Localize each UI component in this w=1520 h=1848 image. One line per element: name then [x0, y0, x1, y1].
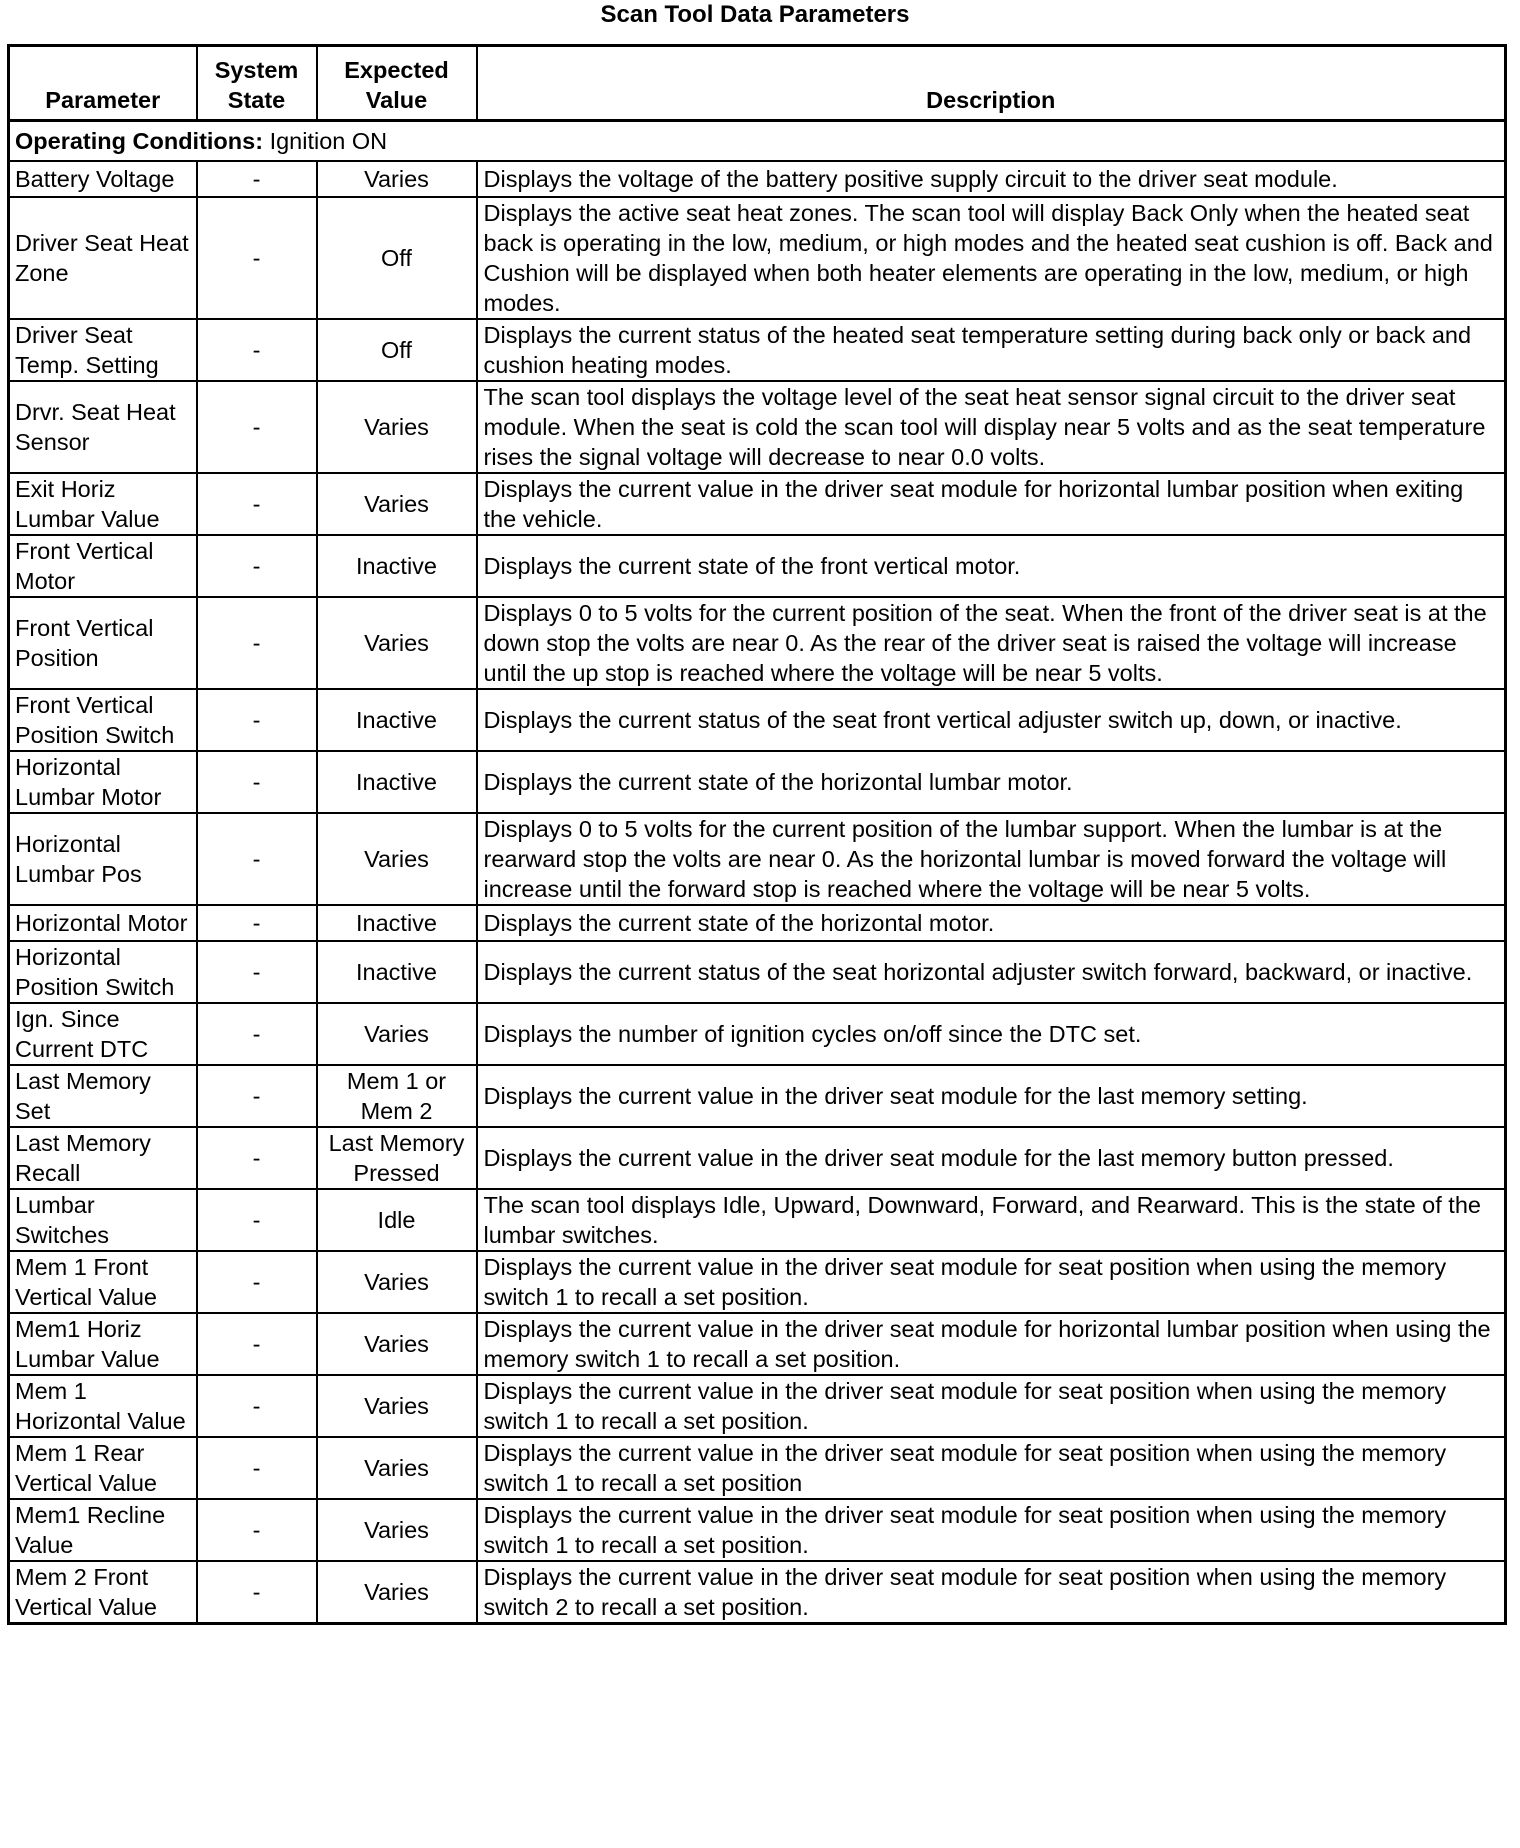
expected-value-cell: Varies: [317, 473, 477, 535]
expected-value-cell: Varies: [317, 813, 477, 905]
parameter-cell: Front Vertical Position: [9, 597, 197, 689]
parameter-cell: Mem1 Recline Value: [9, 1499, 197, 1561]
table-row: [9, 813, 1506, 905]
parameter-cell: Mem 1 Rear Vertical Value: [9, 1437, 197, 1499]
description-cell: Displays the active seat heat zones. The scan tool will display Back Only when the heated seat back is operating in the low, medium, or high modes and the heated seat cushion is off. Back and Cushion will be displayed when both heater elements are operating in the low, medium, or high modes.: [477, 197, 1506, 319]
header-parameter: Parameter: [9, 46, 197, 121]
description-cell: Displays the current value in the driver seat module for the last memory setting.: [477, 1065, 1506, 1127]
parameter-cell: Driver Seat Temp. Setting: [9, 319, 197, 381]
system-state-cell: -: [197, 905, 317, 941]
table-row: [9, 197, 1506, 319]
page-title: Scan Tool Data Parameters: [600, 1, 910, 28]
parameter-cell: Horizontal Position Switch: [9, 941, 197, 1003]
table-row: [9, 1437, 1506, 1499]
description-cell: Displays the current value in the driver seat module for seat position when using the memory switch 1 to recall a set position.: [477, 1499, 1506, 1561]
table-row: [9, 1065, 1506, 1127]
scan-tool-data-table: [7, 44, 1507, 1625]
table-row: [9, 1127, 1506, 1189]
expected-value-cell: Varies: [317, 161, 477, 197]
expected-value-cell: Varies: [317, 1375, 477, 1437]
system-state-cell: -: [197, 1189, 317, 1251]
expected-value-cell: Varies: [317, 1313, 477, 1375]
parameter-cell: Last Memory Set: [9, 1065, 197, 1127]
description-cell: Displays the current value in the driver seat module for seat position when using the memory switch 1 to recall a set position.: [477, 1251, 1506, 1313]
parameter-cell: Driver Seat Heat Zone: [9, 197, 197, 319]
description-cell: Displays the current value in the driver seat module for seat position when using the memory switch 1 to recall a set position: [477, 1437, 1506, 1499]
description-cell: Displays the current value in the driver seat module for horizontal lumbar position when using the memory switch 1 to recall a set position.: [477, 1313, 1506, 1375]
system-state-cell: -: [197, 1313, 317, 1375]
parameter-cell: Ign. Since Current DTC: [9, 1003, 197, 1065]
operating-conditions-label: Operating Conditions:: [15, 128, 264, 154]
parameter-cell: Mem 1 Front Vertical Value: [9, 1251, 197, 1313]
system-state-cell: -: [197, 813, 317, 905]
expected-value-cell: Mem 1 or Mem 2: [317, 1065, 477, 1127]
system-state-cell: -: [197, 1127, 317, 1189]
expected-value-cell: Last Memory Pressed: [317, 1127, 477, 1189]
table-row: [9, 1189, 1506, 1251]
operating-conditions-cell: [9, 121, 1506, 162]
table-row: [9, 1313, 1506, 1375]
description-cell: The scan tool displays the voltage level of the seat heat sensor signal circuit to the driver seat module. When the seat is cold the scan tool will display near 5 volts and as the seat temperature rises the signal voltage will decrease to near 0.0 volts.: [477, 381, 1506, 473]
description-cell: Displays 0 to 5 volts for the current position of the seat. When the front of the driver seat is at the down stop the volts are near 0. As the rear of the driver seat is raised the voltage will increase until the up stop is reached where the voltage will be near 5 volts.: [477, 597, 1506, 689]
description-cell: Displays the current state of the horizontal lumbar motor.: [477, 751, 1506, 813]
parameter-cell: Exit Horiz Lumbar Value: [9, 473, 197, 535]
parameter-cell: Horizontal Lumbar Motor: [9, 751, 197, 813]
expected-value-cell: Inactive: [317, 751, 477, 813]
system-state-cell: -: [197, 597, 317, 689]
expected-value-cell: Varies: [317, 1437, 477, 1499]
system-state-cell: -: [197, 1251, 317, 1313]
table-row: [9, 751, 1506, 813]
table-row: [9, 1251, 1506, 1313]
table-row: [9, 535, 1506, 597]
description-cell: Displays the current value in the driver seat module for seat position when using the memory switch 1 to recall a set position.: [477, 1375, 1506, 1437]
table-row: [9, 597, 1506, 689]
description-cell: Displays the current value in the driver seat module for horizontal lumbar position when exiting the vehicle.: [477, 473, 1506, 535]
system-state-cell: -: [197, 381, 317, 473]
parameter-cell: Lumbar Switches: [9, 1189, 197, 1251]
expected-value-cell: Varies: [317, 1003, 477, 1065]
table-row: [9, 161, 1506, 197]
table-row: [9, 689, 1506, 751]
expected-value-cell: Inactive: [317, 905, 477, 941]
system-state-cell: -: [197, 1499, 317, 1561]
system-state-cell: -: [197, 1375, 317, 1437]
parameter-cell: Mem 2 Front Vertical Value: [9, 1561, 197, 1624]
table-row: [9, 381, 1506, 473]
description-cell: Displays the current status of the heated seat temperature setting during back only or back and cushion heating modes.: [477, 319, 1506, 381]
parameter-cell: Drvr. Seat Heat Sensor: [9, 381, 197, 473]
header-description: Description: [477, 46, 1506, 121]
description-cell: The scan tool displays Idle, Upward, Downward, Forward, and Rearward. This is the state of the lumbar switches.: [477, 1189, 1506, 1251]
table-row: [9, 905, 1506, 941]
system-state-cell: -: [197, 197, 317, 319]
parameter-cell: Mem 1 Horizontal Value: [9, 1375, 197, 1437]
system-state-cell: -: [197, 751, 317, 813]
header-system-state: System State: [197, 46, 317, 121]
table-row: [9, 1003, 1506, 1065]
header-expected-value: Expected Value: [317, 46, 477, 121]
parameter-cell: Mem1 Horiz Lumbar Value: [9, 1313, 197, 1375]
description-cell: Displays the voltage of the battery positive supply circuit to the driver seat module.: [477, 161, 1506, 197]
description-cell: Displays the current status of the seat horizontal adjuster switch forward, backward, or inactive.: [477, 941, 1506, 1003]
parameter-cell: Front Vertical Position Switch: [9, 689, 197, 751]
description-cell: Displays the current state of the front vertical motor.: [477, 535, 1506, 597]
table-row: [9, 319, 1506, 381]
expected-value-cell: Inactive: [317, 689, 477, 751]
table-row: [9, 1375, 1506, 1437]
system-state-cell: -: [197, 1003, 317, 1065]
table-row: [9, 473, 1506, 535]
expected-value-cell: Idle: [317, 1189, 477, 1251]
parameter-cell: Battery Voltage: [9, 161, 197, 197]
description-cell: Displays the current value in the driver seat module for seat position when using the memory switch 2 to recall a set position.: [477, 1561, 1506, 1624]
expected-value-cell: Inactive: [317, 941, 477, 1003]
operating-conditions-row: [9, 121, 1506, 162]
description-cell: Displays the current state of the horizontal motor.: [477, 905, 1506, 941]
expected-value-cell: Varies: [317, 1561, 477, 1624]
table-row: [9, 1499, 1506, 1561]
system-state-cell: -: [197, 941, 317, 1003]
description-cell: Displays the number of ignition cycles on/off since the DTC set.: [477, 1003, 1506, 1065]
expected-value-cell: Varies: [317, 597, 477, 689]
parameter-cell: Horizontal Lumbar Pos: [9, 813, 197, 905]
system-state-cell: -: [197, 473, 317, 535]
system-state-cell: -: [197, 1437, 317, 1499]
expected-value-cell: Varies: [317, 1499, 477, 1561]
expected-value-cell: Off: [317, 319, 477, 381]
expected-value-cell: Varies: [317, 1251, 477, 1313]
parameter-cell: Last Memory Recall: [9, 1127, 197, 1189]
table-row: [9, 1561, 1506, 1624]
description-cell: Displays 0 to 5 volts for the current position of the lumbar support. When the lumbar is at the rearward stop the volts are near 0. As the horizontal lumbar is moved forward the voltage will increase until the forward stop is reached where the voltage will be near 5 volts.: [477, 813, 1506, 905]
operating-conditions-value: Ignition ON: [269, 128, 388, 154]
table-header-row: [9, 46, 1506, 121]
system-state-cell: -: [197, 161, 317, 197]
system-state-cell: -: [197, 1065, 317, 1127]
expected-value-cell: Varies: [317, 381, 477, 473]
system-state-cell: -: [197, 319, 317, 381]
table-row: [9, 941, 1506, 1003]
system-state-cell: -: [197, 689, 317, 751]
description-cell: Displays the current status of the seat front vertical adjuster switch up, down, or inactive.: [477, 689, 1506, 751]
parameter-cell: Horizontal Motor: [9, 905, 197, 941]
parameter-cell: Front Vertical Motor: [9, 535, 197, 597]
expected-value-cell: Off: [317, 197, 477, 319]
expected-value-cell: Inactive: [317, 535, 477, 597]
system-state-cell: -: [197, 1561, 317, 1624]
description-cell: Displays the current value in the driver seat module for the last memory button pressed.: [477, 1127, 1506, 1189]
system-state-cell: -: [197, 535, 317, 597]
